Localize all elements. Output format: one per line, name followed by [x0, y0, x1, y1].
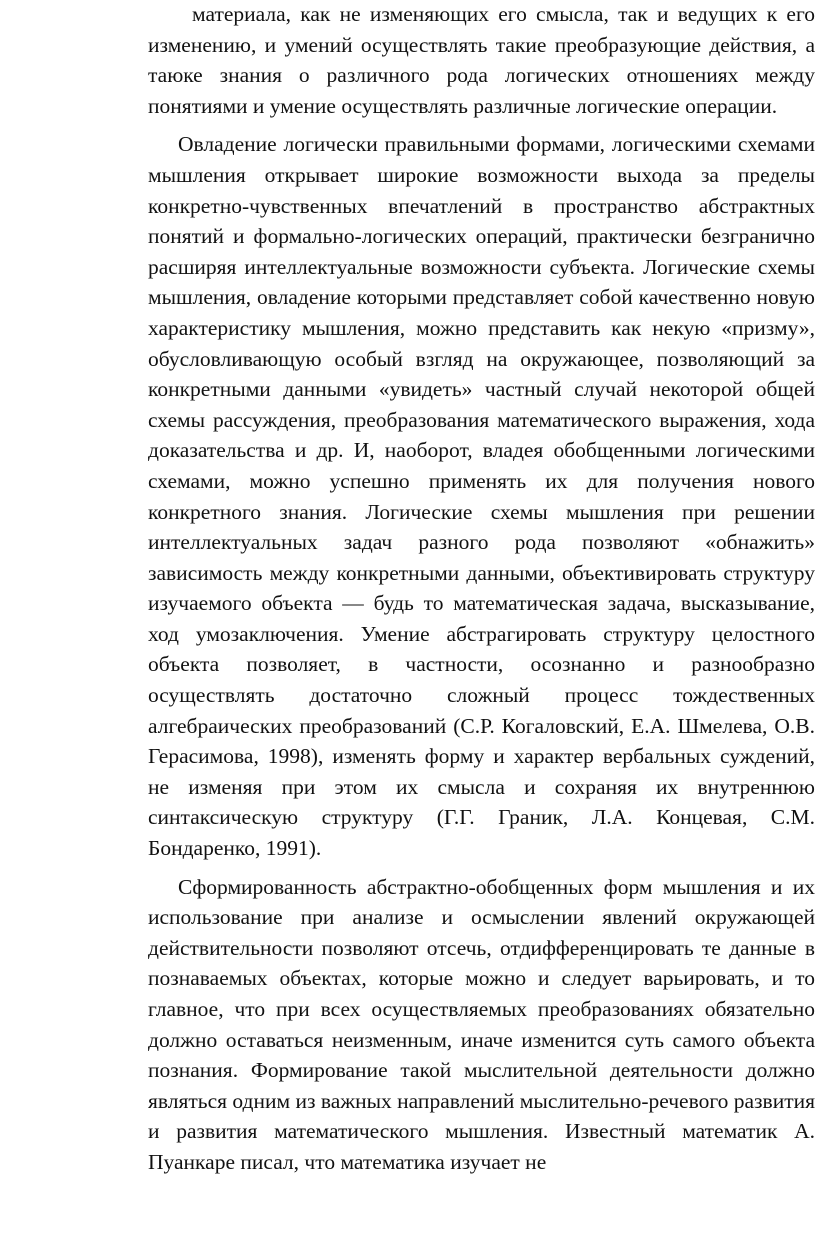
document-page: [148, 0, 815, 1178]
paragraph-abstract-thinking: Сформированность абстрактно-обобщенных форм мышления и их использование при анализе и осмыслении явлений окружающей действительности позволяют отсечь, отдифференцировать те данные в познаваемых объектах, которые можно и следует варьировать, и то главное, что при всех осуществляемых преобразованиях обязательно должно оставаться неизменным, иначе изменится суть самого объекта познания. Формирование такой мыслительной деятельности должно являться одним из важных направлений мыслительно-речевого развития и развития математического мышления. Известный математик А. Пуанкаре писал, что математика изучает не: [148, 874, 815, 1174]
paragraph-logical-schemes: Овладение логически правильными формами, логическими схемами мышления открывает широкие возможности выхода за пределы конкретно-чувственных впечатлений в пространство абстрактных понятий и формально-логических операций, практически безгранично расширяя интеллектуальные возможности субъекта. Логические схемы мышления, овладение которыми представляет собой качественно новую характеристику мышления, можно представить как некую «призму», обусловливающую особый взгляд на окружающее, позволяющий за конкретными данными «увидеть» частный случай некоторой общей схемы рассуждения, преобразования математического выражения, хода доказательства и др. И, наоборот, владея обобщенными логическими схемами, можно успешно применять их для получения нового конкретного знания. Логические схемы мышления при решении интеллектуальных задач разного рода позволяют «обнажить» зависимость между конкретными данными, объективировать структуру изучаемого объекта — будь то математическая задача, высказывание, ход умозаключения. Умение абстрагировать структуру целостного объекта позволяет, в частности, осознанно и разнообразно осуществлять достаточно сложный процесс тождественных алгебраических преобразований (С.Р. Когаловский, Е.А. Шмелева, О.В. Герасимова, 1998), изменять форму и характер вербальных суждений, не изменяя при этом их смысла и сохраняя их внутреннюю синтаксическую структуру (Г.Г. Граник, Л.А. Концевая, С.М. Бондаренко, 1991).: [148, 132, 815, 861]
paragraph-continuation: материала, как не изменяющих его смысла, так и ведущих к его изменению, и умений осуществлять такие преобразующие действия, а таюке знания о различного рода логических отношениях между понятиями и умение осуществлять различные логические операции.: [148, 2, 815, 118]
